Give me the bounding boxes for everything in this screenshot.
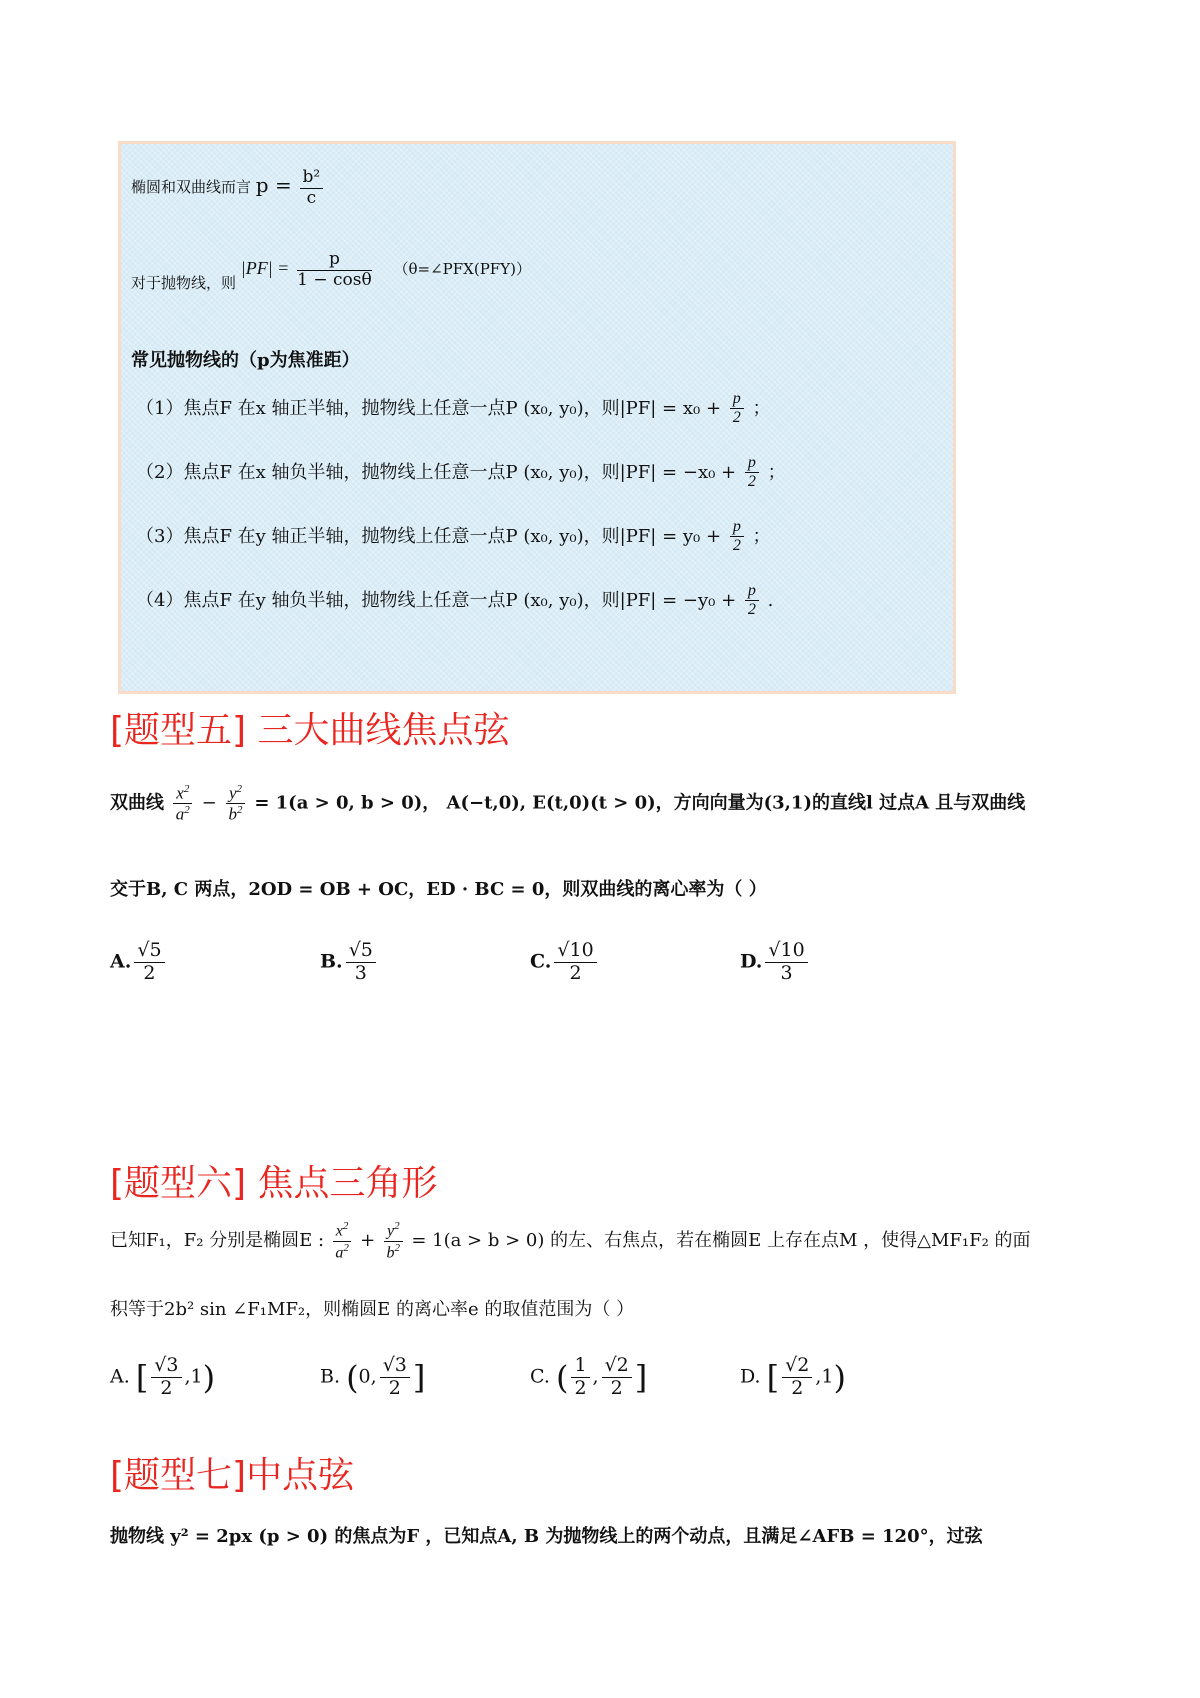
parabola-prefix: 对于抛物线，则 (131, 274, 237, 293)
parabola-formula-lhs: |PF| = (240, 258, 290, 279)
s6-q-prefix: 已知F₁，F₂ 分别是椭圆E : (110, 1230, 325, 1252)
option-den: 2 (388, 1376, 401, 1399)
option-label: C. (530, 950, 552, 973)
option-d[interactable] (740, 1355, 846, 1400)
case-frac-den: 2 (732, 409, 741, 427)
option-den: 2 (569, 961, 582, 984)
option-b[interactable] (320, 1355, 425, 1400)
ellipse-prefix: 椭圆和双曲线而言 (131, 178, 252, 197)
case-text: （4）焦点F 在y 轴负半轴，抛物线上任意一点P (x₀, y₀)，则|PF| = −y₀ + (136, 589, 737, 611)
option-open: ( (555, 1358, 569, 1397)
option-num: √5 (134, 940, 164, 963)
option-open: ( (346, 1358, 359, 1397)
option-label: A. (110, 1365, 130, 1388)
option-num: √10 (765, 940, 807, 963)
option-label: D. (740, 1365, 761, 1388)
ellipse-formula-lhs: p = (255, 173, 292, 198)
option-open: [ (766, 1358, 780, 1397)
case-frac-num: p (730, 390, 744, 409)
option-den: 2 (143, 961, 156, 984)
s7-question-line1: 抛物线 y² = 2px (p > 0) 的焦点为F ，已知点A, B 为抛物线上的两个动点，且满足∠AFB = 120°，过弦 (110, 1526, 983, 1547)
section-heading-7: [题型七]中点弦 (110, 1455, 355, 1496)
case-frac-den: 2 (732, 537, 741, 555)
s5-question-line1: 双曲线 $\frac{x^2}{a^2}$ − $\frac{y^2}{b^2}$ = 1(a > 0, b > 0)， A(−t,0), E(t,0)(t > 0)，方向向量为(3,1)的直线l 过点A 且与双曲线 (110, 783, 1026, 824)
case-frac-num: p (745, 454, 759, 473)
section-heading-6: [题型六] 焦点三角形 (110, 1163, 438, 1204)
case-text: （3）焦点F 在y 轴正半轴，抛物线上任意一点P (x₀, y₀)，则|PF| = y₀ + (136, 525, 722, 547)
option-label: C. (530, 1365, 550, 1388)
option-rest: ,1 (815, 1365, 834, 1388)
case-tail: . (767, 589, 774, 611)
s5-q-rest: = 1(a > 0, b > 0)， A(−t,0), E(t,0)(t > 0)，方向向量为(3,1)的直线l 过点A 且与双曲线 (254, 792, 1026, 814)
case-text: （2）焦点F 在x 轴负半轴，抛物线上任意一点P (x₀, y₀)，则|PF| = −x₀ + (136, 461, 737, 483)
option-num: √10 (554, 940, 596, 963)
option-close: ] (412, 1358, 426, 1397)
option-den: 3 (354, 961, 367, 984)
case-tail: ； (767, 461, 786, 483)
case-frac-num: p (730, 518, 744, 537)
option-den: 2 (610, 1376, 623, 1399)
s6-question-line1: 已知F₁，F₂ 分别是椭圆E : $\frac{x^2}{a^2}$ + $\frac{y^2}{b^2}$ = 1(a > b > 0) 的左、右焦点，若在椭圆E 上存在点M ，使得△MF₁F₂ 的面 (110, 1220, 1031, 1262)
ellipse-formula-num: b² (300, 168, 324, 189)
option-c[interactable]: C. ( $\frac{1}{2}$ , $\frac{√2}{2}$ ] (530, 1354, 648, 1399)
parabola-formula-num: p (297, 250, 372, 271)
case-item (136, 390, 771, 428)
common-parabola-title: 常见抛物线的（p为焦准距） (131, 350, 360, 371)
option-num: √3 (151, 1355, 181, 1378)
option-label: B. (320, 950, 343, 973)
option-num: 1 (571, 1355, 589, 1378)
option-den: 2 (574, 1376, 587, 1399)
s5-question-line2: 交于B, C 两点，2OD = OB + OC，ED · BC = 0，则双曲线的离心率为（ ） (110, 879, 767, 900)
case-text: （1）焦点F 在x 轴正半轴，抛物线上任意一点P (x₀, y₀)，则|PF| = x₀ + (136, 397, 722, 419)
case-tail: ； (752, 525, 771, 547)
option-a[interactable] (110, 1355, 215, 1400)
case-frac-num: p (745, 582, 759, 601)
option-den: 2 (160, 1376, 173, 1399)
s5-q-prefix: 双曲线 (110, 792, 164, 814)
option-num: √5 (346, 940, 376, 963)
s6-q-rest: = 1(a > b > 0) 的左、右焦点，若在椭圆E 上存在点M ，使得△MF₁F₂ 的面 (411, 1230, 1031, 1252)
case-item (136, 454, 786, 492)
option-label: D. (740, 950, 763, 973)
s6-question-line2: 积等于2b² sin ∠F₁MF₂，则椭圆E 的离心率e 的取值范围为（ ） (110, 1299, 635, 1320)
option-open: [ (135, 1358, 149, 1397)
case-item (136, 518, 771, 556)
option-pre: 0, (358, 1365, 377, 1388)
case-frac-den: 2 (747, 473, 756, 491)
option-close: ) (202, 1358, 216, 1397)
case-tail: ； (752, 397, 771, 419)
option-den: 3 (780, 961, 793, 984)
case-frac-den: 2 (747, 601, 756, 619)
option-label: A. (110, 950, 132, 973)
option-rest: ,1 (184, 1365, 203, 1388)
option-den: 2 (791, 1376, 804, 1399)
parabola-note: （θ=∠PFX(PFY)） (393, 260, 531, 279)
option-num: √2 (602, 1355, 632, 1378)
box-line-parabola (131, 249, 531, 293)
case-item (136, 582, 773, 620)
option-label: B. (320, 1365, 341, 1388)
section-heading-5: [题型五] 三大曲线焦点弦 (110, 710, 510, 751)
option-num: √3 (380, 1355, 410, 1378)
ellipse-formula-den: c (306, 187, 317, 208)
option-num: √2 (782, 1355, 812, 1378)
option-d[interactable] (740, 940, 811, 985)
box-line-ellipse (131, 168, 326, 208)
parabola-formula-den: 1 − cosθ (297, 269, 372, 290)
option-close: ] (634, 1358, 648, 1397)
option-c[interactable] (530, 940, 600, 985)
option-a[interactable] (110, 940, 168, 985)
option-close: ) (833, 1358, 846, 1397)
option-b[interactable] (320, 940, 379, 985)
